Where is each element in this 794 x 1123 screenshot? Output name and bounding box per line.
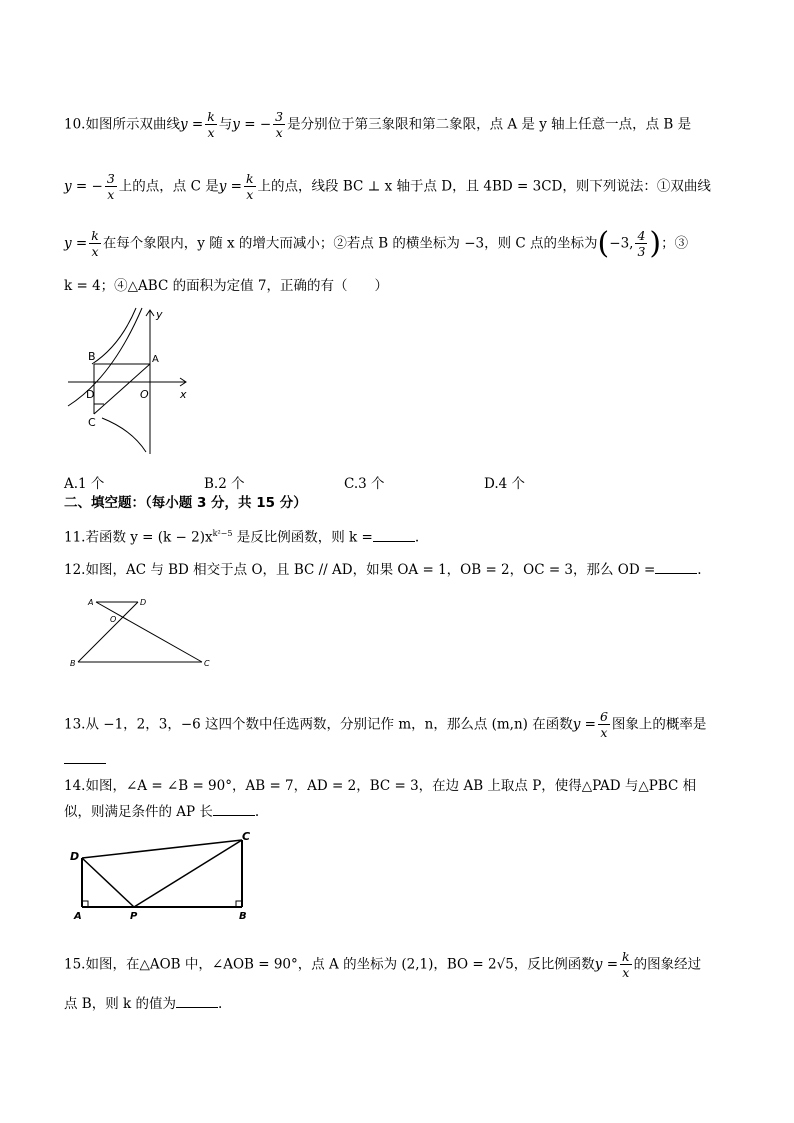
frac-den: x bbox=[600, 724, 608, 740]
q10-coord-frac bbox=[635, 229, 647, 259]
hyperbola-branch-lower bbox=[102, 418, 146, 452]
q10-hyperbola-figure bbox=[62, 306, 202, 456]
q13-answer-line bbox=[64, 754, 106, 768]
q10-line4: k = 4；④△ABC 的面积为定值 7，正确的有（ ） bbox=[64, 278, 388, 294]
option-C[interactable]: C.3 个 bbox=[344, 476, 385, 492]
frac-num: 3 bbox=[106, 171, 115, 186]
label-A: A bbox=[74, 911, 82, 922]
q10-eq1-frac bbox=[205, 110, 217, 140]
q15-end: . bbox=[217, 996, 223, 1012]
segment-DB bbox=[78, 602, 138, 662]
label-x: x bbox=[180, 388, 187, 401]
frac-den: x bbox=[622, 964, 630, 980]
q14-trapezoid-figure bbox=[68, 832, 268, 922]
label-B: B bbox=[239, 911, 247, 922]
q10-coord-x: −3, bbox=[609, 235, 634, 252]
q14-line1: 14.如图，∠A = ∠B = 90°，AB = 7，AD = 2，BC = 3，在边 AB 上取点 P，使得△PAD 与△PBC 相 bbox=[64, 778, 697, 794]
label-P: P bbox=[130, 911, 138, 922]
q10-text-1a: 10.如图所示双曲线 bbox=[64, 116, 180, 133]
q10-text-2a: 上的点，点 C 是 bbox=[118, 178, 219, 195]
frac-num: k bbox=[245, 171, 254, 186]
q10-text-1b: 与 bbox=[218, 116, 233, 133]
q10-eq2-frac bbox=[273, 110, 285, 140]
hyperbola-branch-left bbox=[68, 308, 142, 406]
frac-num: k bbox=[207, 109, 215, 124]
frac-den: x bbox=[207, 124, 215, 140]
q10-line2 bbox=[64, 172, 711, 202]
q13-text-b: 图象上的概率是 bbox=[611, 716, 707, 733]
q15-line1 bbox=[64, 950, 701, 980]
q10-eq2-lhs: y = − bbox=[232, 116, 272, 133]
q10-text-2b: 上的点，线段 BC ⊥ x 轴于点 D，且 4BD = 3CD，则下列说法：①双曲线 bbox=[257, 178, 711, 195]
q11-end: . bbox=[414, 529, 420, 546]
right-paren: ) bbox=[649, 226, 662, 261]
q14-line2 bbox=[64, 806, 259, 820]
q10-text-1c: 是分别位于第三象限和第二象限，点 A 是 y 轴上任意一点，点 B 是 bbox=[287, 116, 692, 133]
label-A: A bbox=[88, 598, 94, 607]
q11-answer-blank[interactable] bbox=[373, 541, 415, 542]
q10-line3 bbox=[64, 226, 689, 261]
frac-num: 6 bbox=[599, 709, 608, 724]
q10-eq3-lhs: y = − bbox=[64, 178, 103, 195]
q10-eq5-frac bbox=[89, 229, 101, 259]
option-B[interactable]: B.2 个 bbox=[204, 476, 245, 492]
frac-den: 3 bbox=[637, 244, 646, 259]
q10-eq1-lhs: y = bbox=[179, 116, 204, 133]
q13-eq-lhs: y = bbox=[572, 716, 596, 733]
label-y: y bbox=[156, 308, 163, 321]
frac-den: x bbox=[246, 186, 254, 202]
q10-eq4-lhs: y = bbox=[218, 178, 242, 195]
option-A[interactable]: A.1 个 bbox=[64, 476, 105, 492]
option-D[interactable]: D.4 个 bbox=[484, 476, 526, 492]
q11-text-a: 11.若函数 y = (k − 2)x bbox=[64, 529, 213, 546]
segment-DP bbox=[82, 858, 134, 907]
q12 bbox=[64, 564, 702, 578]
label-B: B bbox=[88, 350, 96, 363]
q12-end: . bbox=[697, 562, 702, 578]
label-B: B bbox=[70, 659, 76, 668]
q11 bbox=[64, 530, 419, 545]
q10-text-3a: 在每个象限内，y 随 x 的增大而减小；②若点 B 的横坐标为 −3，则 C 点的坐标为 bbox=[102, 235, 598, 252]
q10-eq4-frac bbox=[244, 172, 256, 202]
q15-text-b: 的图象经过 bbox=[633, 956, 702, 973]
label-C: C bbox=[88, 416, 96, 429]
q15-text-a: 15.如图，在△AOB 中，∠AOB = 90°，点 A 的坐标为 (2,1)，BO = 2√5，反比例函数 bbox=[64, 956, 595, 973]
q10-line1 bbox=[64, 110, 691, 140]
left-paren: ( bbox=[597, 226, 610, 261]
frac-den: x bbox=[107, 186, 115, 202]
label-C: C bbox=[242, 832, 251, 843]
q15-line2 bbox=[64, 998, 222, 1012]
q14-answer-blank[interactable] bbox=[213, 815, 255, 816]
hyperbola-branch-upper bbox=[92, 308, 136, 364]
q11-text-b: 是反比例函数，则 k = bbox=[232, 529, 373, 546]
q13-answer-blank[interactable] bbox=[64, 763, 106, 764]
q12-triangle-figure bbox=[66, 594, 216, 674]
q11-exponent: k²−5 bbox=[212, 529, 233, 538]
q10-eq3-frac bbox=[105, 172, 117, 202]
segment-AC bbox=[96, 602, 202, 662]
q15-text-c: 点 B，则 k 的值为 bbox=[64, 996, 176, 1012]
frac-den: x bbox=[275, 124, 283, 140]
label-D: D bbox=[140, 598, 147, 607]
q13-eq-frac bbox=[598, 710, 610, 740]
q14-text: 似，则满足条件的 AP 长 bbox=[64, 804, 213, 820]
q15-answer-blank[interactable] bbox=[176, 1007, 218, 1008]
q14-end: . bbox=[254, 804, 260, 820]
q15-eq-lhs: y = bbox=[594, 956, 619, 973]
label-D: D bbox=[86, 388, 95, 401]
q10-text-3b: ；③ bbox=[661, 235, 689, 252]
q12-answer-blank[interactable] bbox=[655, 573, 697, 574]
label-D: D bbox=[70, 850, 80, 863]
q10-eq5-lhs: y = bbox=[64, 235, 88, 252]
q15-eq-frac bbox=[620, 950, 632, 980]
q13 bbox=[64, 710, 706, 740]
q12-text: 12.如图，AC 与 BD 相交于点 O，且 BC // AD，如果 OA = 1，OB = 2，OC = 3，那么 OD = bbox=[64, 562, 656, 578]
frac-num: 4 bbox=[637, 228, 646, 244]
label-A: A bbox=[152, 354, 159, 365]
frac-num: k bbox=[622, 949, 630, 964]
label-O: O bbox=[110, 615, 117, 624]
label-C: C bbox=[204, 659, 210, 668]
section-heading: 二、填空题：（每小题 3 分，共 15 分） bbox=[64, 495, 307, 511]
frac-num: k bbox=[91, 228, 99, 244]
label-O: O bbox=[140, 388, 149, 401]
q13-text-a: 13.从 −1，2，3，−6 这四个数中任选两数，分别记作 m，n，那么点 (m,n) 在函数 bbox=[64, 716, 573, 733]
frac-num: 3 bbox=[275, 109, 284, 124]
frac-den: x bbox=[91, 244, 99, 259]
